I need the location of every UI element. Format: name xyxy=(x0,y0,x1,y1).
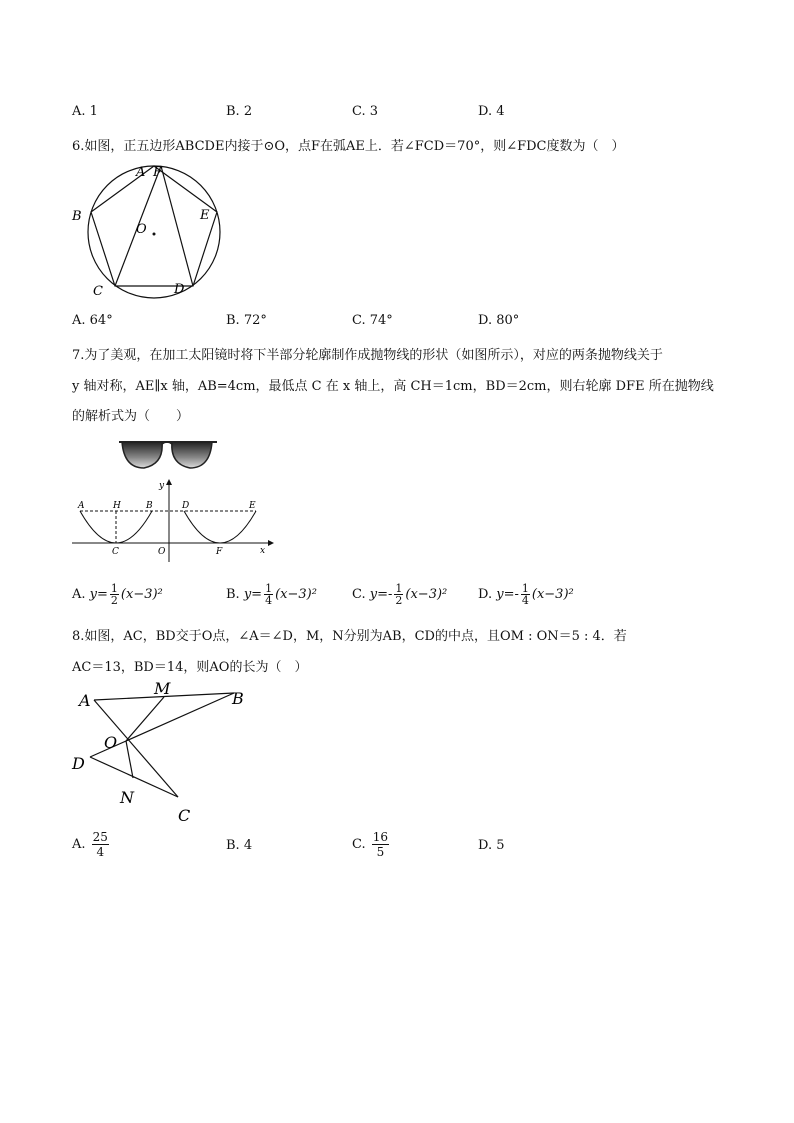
label-e: E xyxy=(249,501,256,511)
q7-option-d: D. y=- $\frac{1}{4}$ (x−3)² xyxy=(478,582,574,607)
q7-stem-line2: y 轴对称，AE∥x 轴，AB=4cm，最低点 C 在 x 轴上，高 CH＝1cm，BD＝2cm，则右轮廓 DFE 所在抛物线 xyxy=(72,379,714,394)
label-x: x xyxy=(260,546,266,556)
q7-option-c: C. y=- $\frac{1}{2}$ (x−3)² xyxy=(352,582,448,607)
q8-option-b: B. 4 xyxy=(226,838,253,853)
label-y: y xyxy=(159,481,165,491)
q8-option-c: C. $\frac{16}{5}$ xyxy=(352,830,389,859)
label-c: C xyxy=(112,547,119,557)
q6-option-b: B. 72° xyxy=(226,313,267,328)
q6-option-c: C. 74° xyxy=(352,313,393,328)
q8-figure-triangles xyxy=(70,678,260,828)
label-c: C xyxy=(93,284,103,299)
q6-option-a: A. 64° xyxy=(72,313,113,328)
segment-on xyxy=(126,741,133,778)
label-b: B xyxy=(232,689,244,708)
label-o: O xyxy=(104,733,118,752)
label-n: N xyxy=(120,788,134,807)
q7-option-a: A. y= $\frac{1}{2}$ (x−3)² xyxy=(72,582,163,607)
label-d: D xyxy=(174,282,185,297)
q8-option-d: D. 5 xyxy=(478,838,505,853)
q7-figure-parabolas xyxy=(72,478,277,563)
label-e: E xyxy=(200,208,210,223)
label-a: A xyxy=(78,501,85,511)
q5-option-d: D. 4 xyxy=(478,104,505,119)
sunglasses-image xyxy=(118,438,218,474)
q5-option-c: C. 3 xyxy=(352,104,379,119)
label-f: F xyxy=(216,547,223,557)
label-m: M xyxy=(154,679,171,698)
label-d: D xyxy=(72,754,85,773)
label-a: A xyxy=(79,691,91,710)
label-c: C xyxy=(178,806,191,825)
label-b: B xyxy=(146,501,153,511)
q7-stem-line3: 的解析式为（ ） xyxy=(72,409,190,424)
label-o: O xyxy=(158,547,166,557)
q5-option-b: B. 2 xyxy=(226,104,253,119)
center-point-o xyxy=(153,233,156,236)
q8-option-a: A. $\frac{25}{4}$ xyxy=(72,830,108,859)
label-f: F xyxy=(153,165,163,180)
label-h: H xyxy=(113,501,121,511)
q8-stem-line2: AC＝13，BD＝14，则AO的长为（ ） xyxy=(72,660,308,675)
q6-figure-pentagon-circle xyxy=(70,160,230,300)
q6-stem: 6.如图，正五边形ABCDE内接于⊙O，点F在弧AE上．若∠FCD＝70°，则∠FDC度数为（ ） xyxy=(72,139,625,154)
q6-option-d: D. 80° xyxy=(478,313,520,328)
q8-stem-line1: 8.如图，AC，BD交于O点，∠A＝∠D，M，N分别为AB，CD的中点，且OM : ON＝5 : 4．若 xyxy=(72,629,627,644)
q5-option-a: A. 1 xyxy=(72,104,98,119)
label-d: D xyxy=(182,501,190,511)
q7-stem-line1: 7.为了美观，在加工太阳镜时将下半部分轮廓制作成抛物线的形状（如图所示），对应的两条抛物线关于 xyxy=(72,348,663,363)
q7-option-b: B. y= $\frac{1}{4}$ (x−3)² xyxy=(226,582,317,607)
label-o: O xyxy=(136,222,147,237)
segment-om xyxy=(126,697,164,741)
segment-df xyxy=(161,166,193,286)
segment-dc xyxy=(90,757,178,797)
label-b: B xyxy=(72,209,82,224)
label-a: A xyxy=(136,165,146,180)
